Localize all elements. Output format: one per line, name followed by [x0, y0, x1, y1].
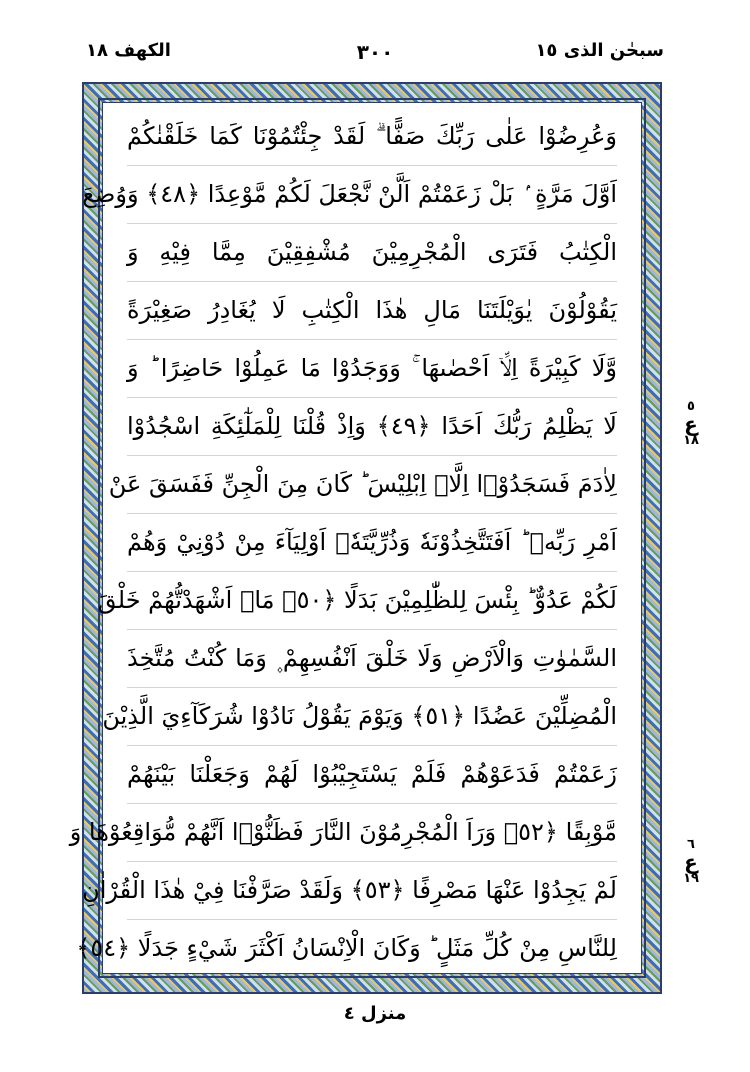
text-line: لَكُمْ عَدُوٌّ ؕ بِئْسَ لِلظّٰلِمِيْنَ بَدَلًا ﴿٥٠﴾ مَاۤ اَشْهَدْتُّهُمْ خَلْقَ	[127, 571, 617, 630]
ruku-marker-bottom: ١٨	[683, 433, 699, 448]
text-line: لِاٰدَمَ فَسَجَدُوْۤا اِلَّاۤ اِبْلِيْسَ ؕ كَانَ مِنَ الْجِنِّ فَفَسَقَ عَنْ	[127, 455, 617, 514]
ruku-symbol: ع	[684, 412, 698, 436]
page-header	[0, 40, 750, 80]
page-number: ٣٠٠	[356, 40, 394, 64]
ruku-marker-bottom: ١٩	[683, 871, 699, 886]
decorative-border-frame	[69, 82, 662, 994]
manzil-footer: منزل ٤	[343, 1003, 407, 1024]
text-panel	[69, 102, 642, 974]
text-line: السَّمٰوٰتِ وَالْاَرْضِ وَلَا خَلْقَ اَنْفُسِهِمْ ۪ وَمَا كُنْتُ مُتَّخِذَ	[127, 629, 617, 688]
para-title: سبحٰن الذی ١٥	[535, 40, 664, 61]
text-line: وَعُرِضُوْا عَلٰى رَبِّكَ صَفًّا ۗ لَقَدْ جِئْتُمُوْنَا كَمَا خَلَقْنٰكُمْ	[127, 107, 617, 166]
ruku-marker-top: ٥	[687, 399, 695, 414]
text-line: لِلنَّاسِ مِنْ كُلِّ مَثَلٍ ؕ وَكَانَ الْاِنْسَانُ اَكْثَرَ شَيْءٍ جَدَلًا ﴿٥٤﴾	[76, 934, 617, 962]
text-line: الْكِتٰبُ فَتَرَى الْمُجْرِمِيْنَ مُشْفِقِيْنَ مِمَّا فِيْهِ وَ	[127, 223, 617, 282]
text-line: الْمُضِلِّيْنَ عَضُدًا ﴿٥١﴾ وَيَوْمَ يَقُوْلُ نَادُوْا شُرَكَآءِيَ الَّذِيْنَ	[127, 687, 617, 746]
text-line: لَا يَظْلِمُ رَبُّكَ اَحَدًا ﴿٤٩﴾ وَاِذْ قُلْنَا لِلْمَلٰٓئِكَةِ اسْجُدُوْا	[127, 397, 617, 456]
text-line: لَمْ يَجِدُوْا عَنْهَا مَصْرِفًا ﴿٥٣﴾ وَلَقَدْ صَرَّفْنَا فِيْ هٰذَا الْقُرْاٰنِ	[127, 861, 617, 920]
surah-title: الکھف ١٨	[86, 40, 171, 61]
ruku-marker-top: ٦	[687, 837, 695, 852]
text-line: اَوَّلَ مَرَّةٍ ۢ بَلْ زَعَمْتُمْ اَلَّنْ نَّجْعَلَ لَكُمْ مَّوْعِدًا ﴿٤٨﴾ وَوُضِعَ	[127, 165, 617, 224]
text-line: مَّوْبِقًا ﴿٥٢﴾ وَرَاَ الْمُجْرِمُوْنَ النَّارَ فَظَنُّوْۤا اَنَّهُمْ مُّوَاقِعُوْهَا وَ	[127, 803, 617, 862]
text-line: زَعَمْتُمْ فَدَعَوْهُمْ فَلَمْ يَسْتَجِيْبُوْا لَهُمْ وَجَعَلْنَا بَيْنَهُمْ	[127, 745, 617, 804]
text-line: اَمْرِ رَبِّهٖ ؕ اَفَتَتَّخِذُوْنَهٗ وَذُرِّيَّتَهٗۤ اَوْلِيَآءَ مِنْ دُوْنِيْ وَهُمْ	[127, 513, 617, 572]
ruku-marker	[676, 838, 706, 886]
ruku-marker	[676, 400, 706, 448]
text-line: يَقُوْلُوْنَ يٰوَيْلَتَنَا مَالِ هٰذَا الْكِتٰبِ لَا يُغَادِرُ صَغِيْرَةً	[127, 281, 617, 340]
ruku-symbol: ع	[684, 850, 698, 874]
text-line: وَّلَا كَبِيْرَةً اِلَّاۤ اَحْصٰىهَا ۚ وَوَجَدُوْا مَا عَمِلُوْا حَاضِرًا ؕ وَ	[127, 339, 617, 398]
